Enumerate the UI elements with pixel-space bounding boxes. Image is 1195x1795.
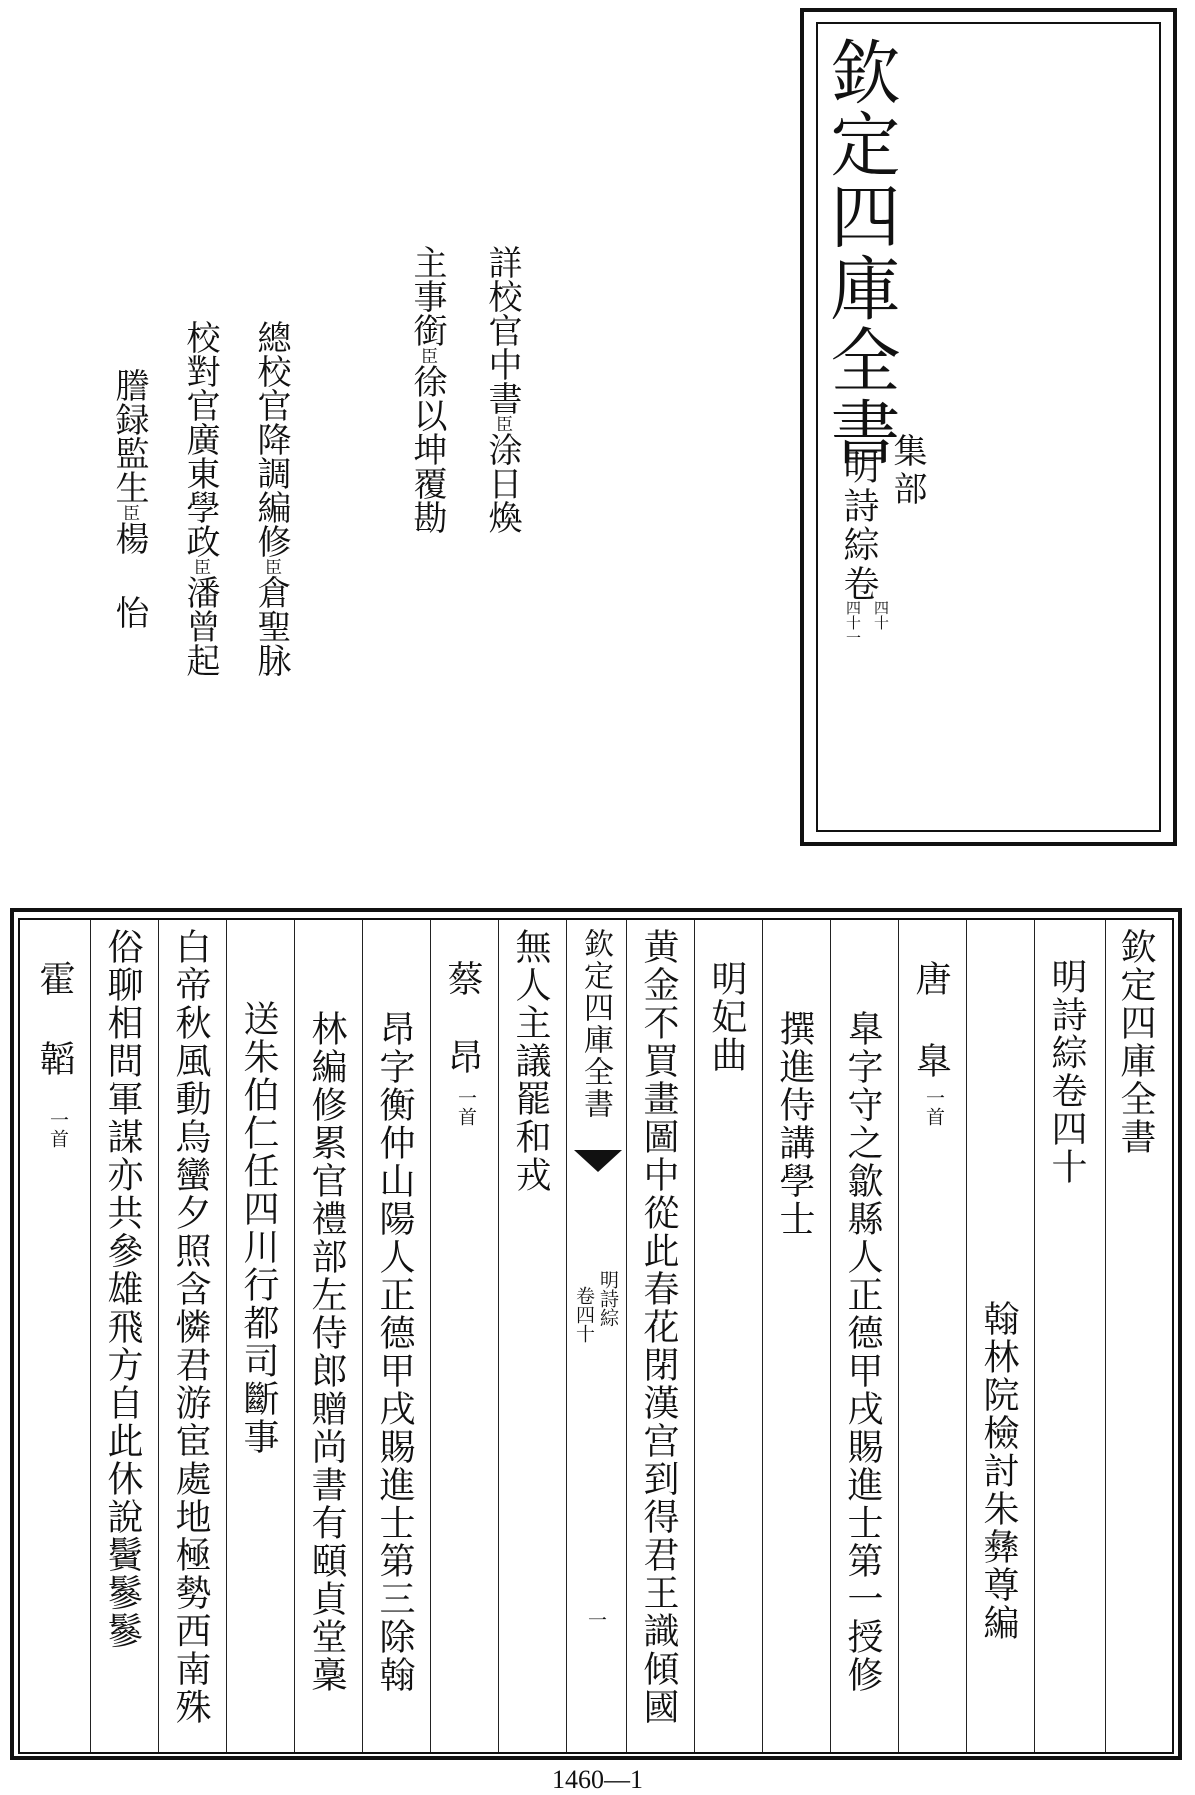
cover-work-title: 明詩綜卷 — [838, 448, 879, 604]
text-column-16-count: 一首 — [47, 1110, 69, 1148]
cover-volume-1: 四十 — [872, 600, 890, 630]
banxin-leaf-number: 一 — [585, 1610, 607, 1629]
text-column-15: 俗聊相問軍謀亦共參雄飛方自此休說鬢鬖鬖 — [102, 928, 143, 1650]
credit-name: 涂日煥 — [482, 432, 522, 534]
credit-line-3 — [251, 320, 291, 677]
text-column-1: 欽定四庫全書 — [1115, 928, 1156, 1156]
text-column-5: 臯字守之歙縣人正德甲戌賜進士第一授修 — [842, 1010, 883, 1694]
credit-role: 詳校官中書 — [482, 245, 522, 415]
text-column-10-count: 一首 — [455, 1088, 477, 1126]
credit-line-1 — [482, 245, 522, 534]
credit-role: 謄録監生 — [109, 368, 149, 504]
column-rule — [626, 920, 627, 1752]
text-column-13: 送朱伯仁任四川行都司斷事 — [238, 1000, 279, 1456]
credit-role: 主事銜 — [407, 245, 447, 347]
text-column-11: 昂字衡仲山陽人正德甲戌賜進士第三除翰 — [374, 1010, 415, 1694]
credit-chen: 臣 — [261, 558, 281, 575]
banxin-volume: 卷四十 — [573, 1286, 595, 1343]
credit-line-2 — [407, 245, 447, 534]
column-rule — [90, 920, 91, 1752]
cover-section: 集部 — [887, 433, 927, 509]
credit-line-5 — [109, 368, 149, 629]
text-column-4-count: 一首 — [923, 1088, 945, 1126]
column-rule — [1034, 920, 1035, 1752]
cover-title: 欽定四庫全書 — [819, 36, 901, 468]
column-rule — [898, 920, 899, 1752]
column-rule — [1105, 920, 1106, 1752]
column-rule — [362, 920, 363, 1752]
column-rule — [762, 920, 763, 1752]
column-rule — [226, 920, 227, 1752]
credit-chen: 臣 — [492, 415, 512, 432]
text-column-12: 林編修累官禮部左侍郎贈尚書有頤貞堂稾 — [306, 1010, 347, 1694]
credit-role: 校對官廣東學政 — [180, 320, 220, 558]
text-column-16-name2: 韜 — [34, 1040, 75, 1078]
column-rule — [430, 920, 431, 1752]
text-column-16-name: 霍 — [34, 960, 75, 998]
column-rule — [966, 920, 967, 1752]
text-column-6: 撰進侍講學士 — [774, 1010, 815, 1238]
credit-chen: 臣 — [119, 504, 139, 521]
page-number: 1460—1 — [552, 1765, 643, 1794]
banxin-title: 欽定四庫全書 — [578, 928, 613, 1120]
column-rule — [158, 920, 159, 1752]
column-rule — [694, 920, 695, 1752]
column-rule — [830, 920, 831, 1752]
text-column-4-name: 唐 — [910, 960, 951, 998]
text-column-14: 白帝秋風動烏蠻夕照含憐君游宦處地極勢西南殊 — [170, 928, 211, 1726]
text-column-3: 翰林院檢討朱彝尊編 — [978, 1300, 1019, 1642]
column-rule — [294, 920, 295, 1752]
banxin-fishtail — [574, 1150, 622, 1172]
credit-name: 倉聖脉 — [251, 575, 291, 677]
text-column-10-name2: 昂 — [442, 1038, 483, 1076]
text-column-8: 黄金不買畫圖中從此春花閉漢宫到得君王識傾國 — [638, 928, 679, 1726]
credit-name: 楊 怡 — [109, 521, 149, 629]
text-column-10-name: 蔡 — [442, 960, 483, 998]
credit-name: 潘曾起 — [180, 575, 220, 677]
banxin-work: 明詩綜 — [597, 1270, 619, 1327]
text-column-9: 無人主議罷和戎 — [510, 928, 551, 1194]
credit-role: 總校官降調編修 — [251, 320, 291, 558]
text-column-2: 明詩綜卷四十 — [1046, 958, 1087, 1186]
text-column-4-name2: 臯 — [910, 1042, 951, 1080]
text-column-7: 明妃曲 — [706, 960, 747, 1074]
cover-volume-2: 四十一 — [844, 600, 862, 645]
credit-chen: 臣 — [417, 347, 437, 364]
column-rule — [498, 920, 499, 1752]
credit-chen: 臣 — [190, 558, 210, 575]
credit-name: 徐以坤覆勘 — [407, 364, 447, 534]
credit-line-4 — [180, 320, 220, 677]
column-rule — [566, 920, 567, 1752]
